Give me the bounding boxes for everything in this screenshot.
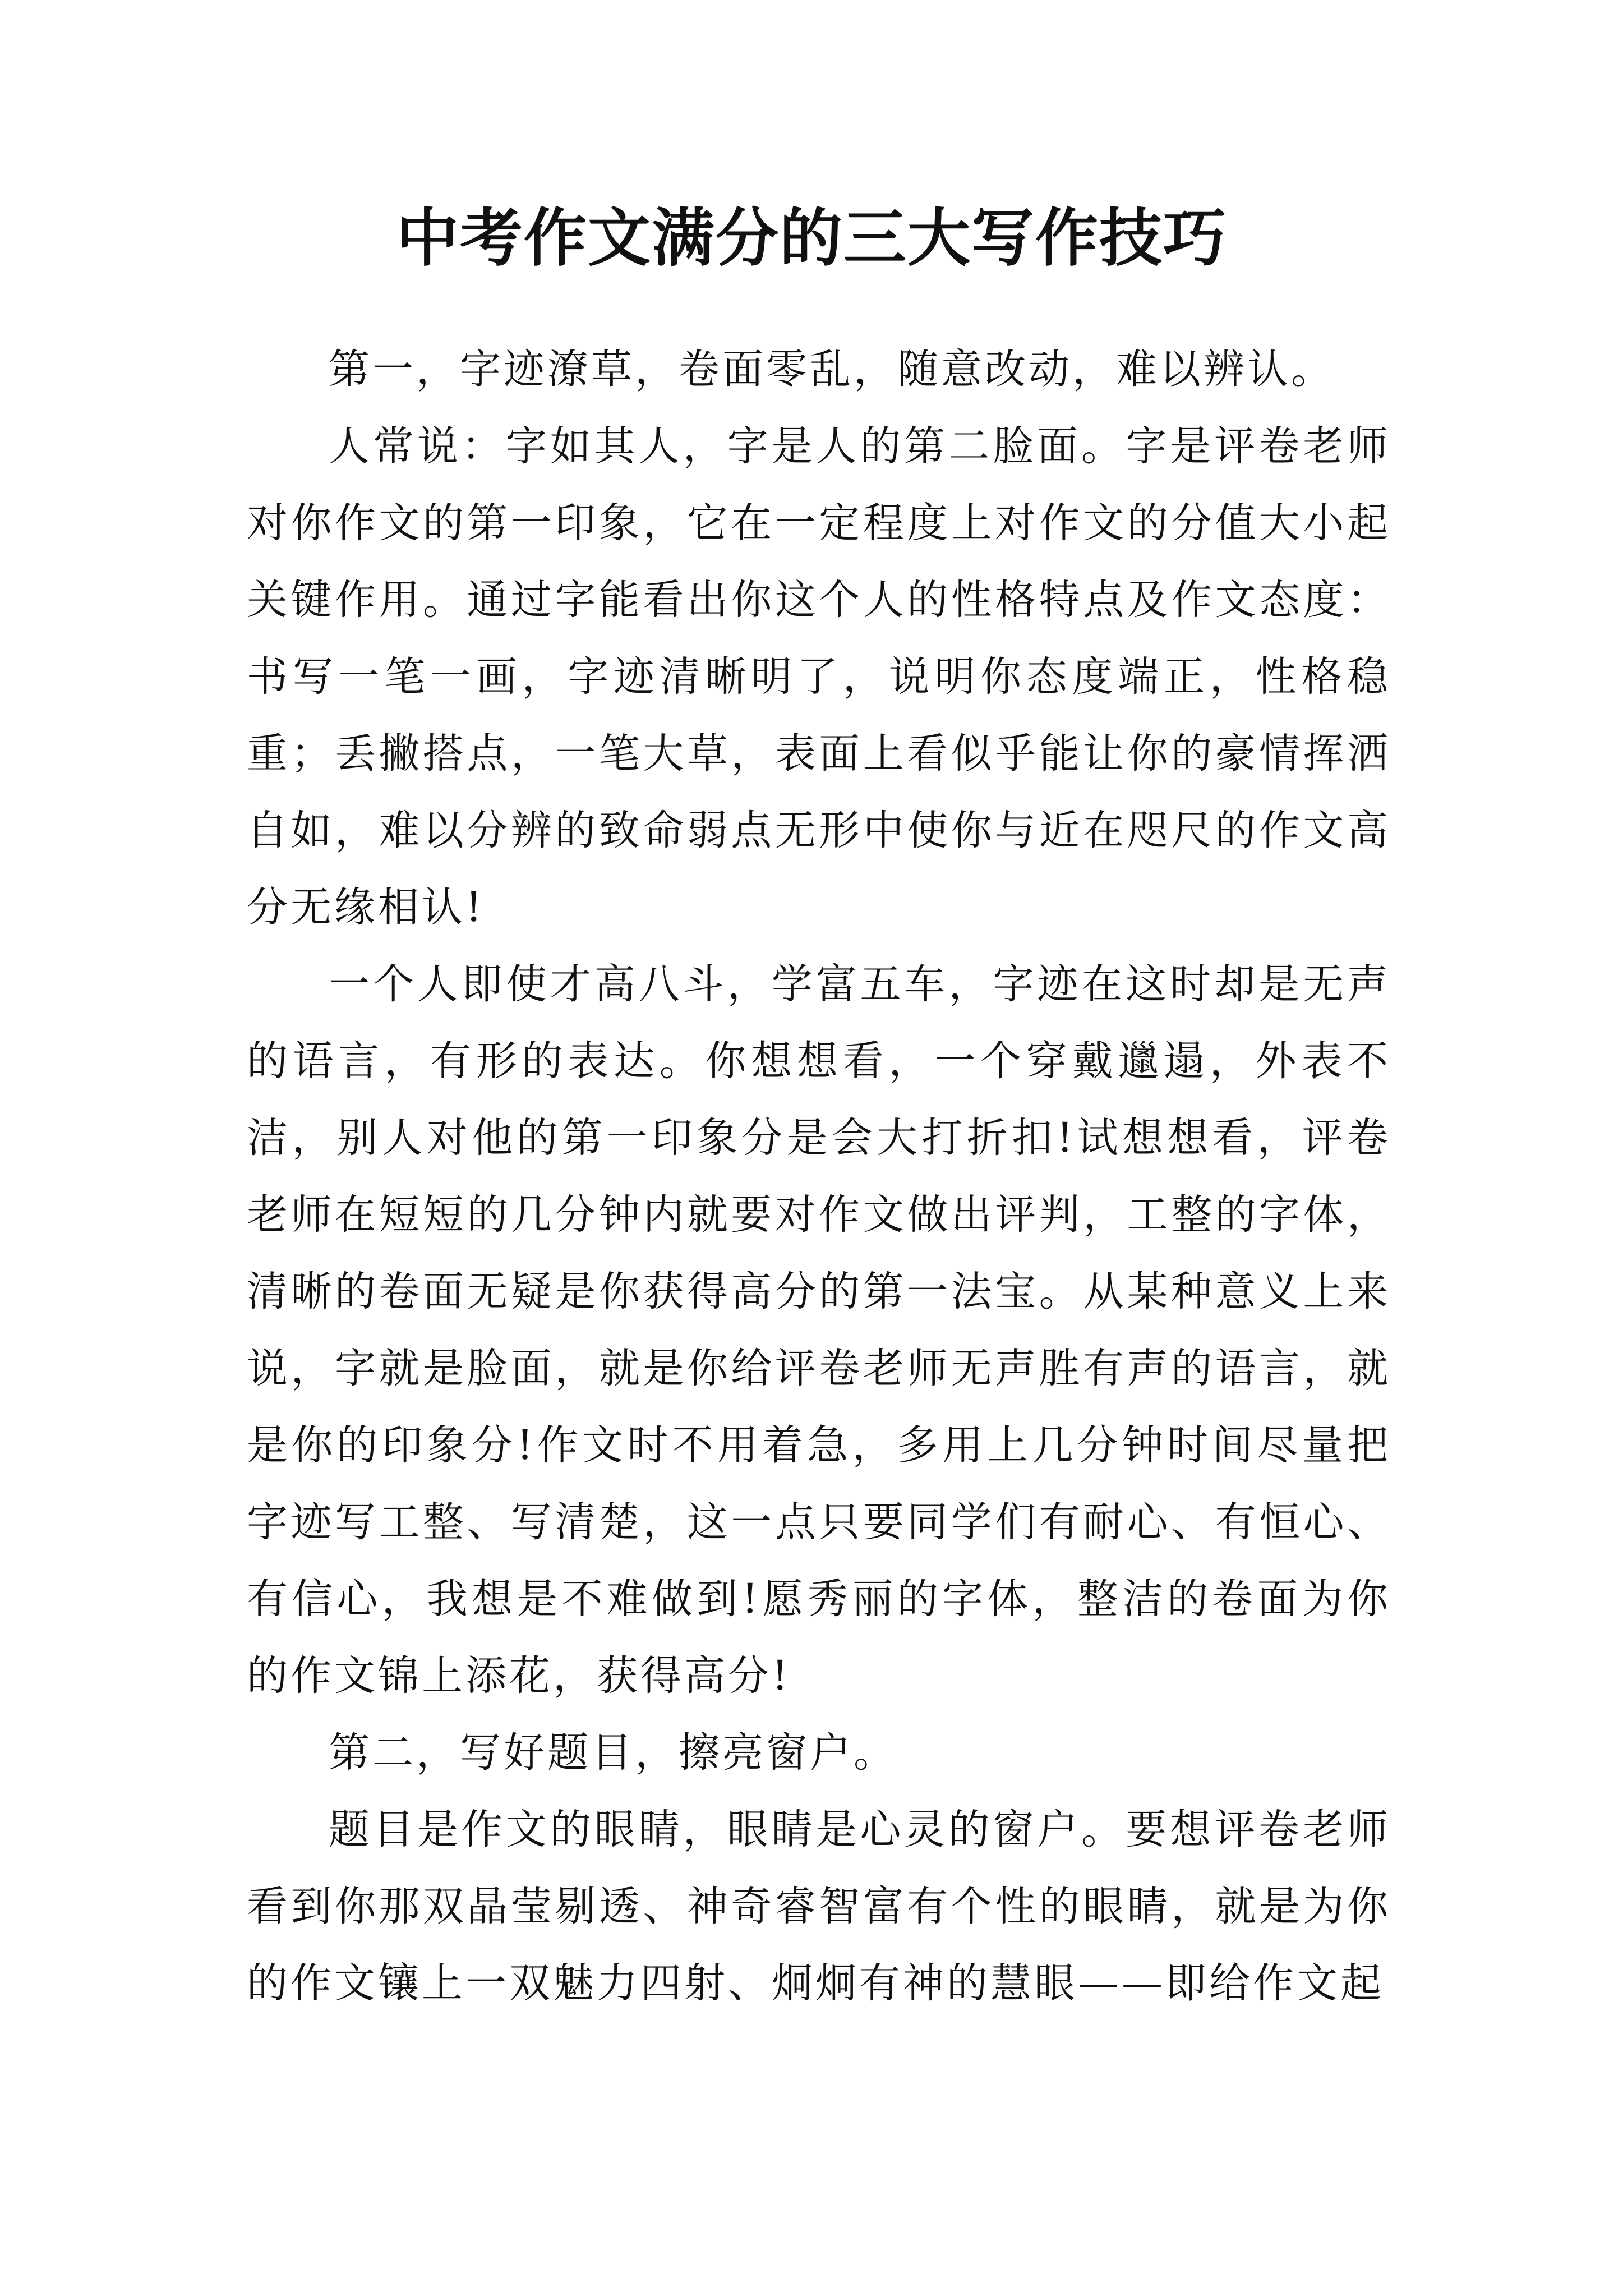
document-body [247, 331, 1391, 2022]
paragraph-handwriting-impression: 一个人即使才高八斗，学富五车，字迹在这时却是无声的语言，有形的表达。你想想看，一个穿戴邋遢，外表不洁，别人对他的第一印象分是会大打折扣!试想想看，评卷老师在短短的几分钟内就要对作文做出评判，工整的字体，清晰的卷面无疑是你获得高分的第一法宝。从某种意义上来说，字就是脸面，就是你给评卷老师无声胜有声的语言，就是你的印象分!作文时不用着急，多用上几分钟时间尽量把字迹写工整、写清楚，这一点只要同学们有耐心、有恒心、有信心，我想是不难做到!愿秀丽的字体，整洁的卷面为你的作文锦上添花，获得高分! [247, 960, 1391, 1700]
paragraph-title-importance: 题目是作文的眼睛，眼睛是心灵的窗户。要想评卷老师看到你那双晶莹剔透、神奇睿智富有个性的眼睛，就是为你的作文镶上一双魅力四射、炯炯有神的慧眼——即给作文起 [247, 1806, 1391, 2007]
document-title: 中考作文满分的三大写作技巧 [396, 201, 1227, 275]
paragraph-handwriting-importance: 人常说：字如其人，字是人的第二脸面。字是评卷老师对你作文的第一印象，它在一定程度上对作文的分值大小起关键作用。通过字能看出你这个人的性格特点及作文态度：书写一笔一画，字迹清晰明了，说明你态度端正，性格稳重；丢撇搭点，一笔大草，表面上看似乎能让你的豪情挥洒自如，难以分辨的致命弱点无形中使你与近在咫尺的作文高分无缘相认! [247, 422, 1391, 931]
paragraph-section-two-heading: 第二，写好题目，擦亮窗户。 [329, 1729, 897, 1777]
paragraph-section-one-heading: 第一，字迹潦草，卷面零乱，随意改动，难以辨认。 [329, 346, 1335, 393]
